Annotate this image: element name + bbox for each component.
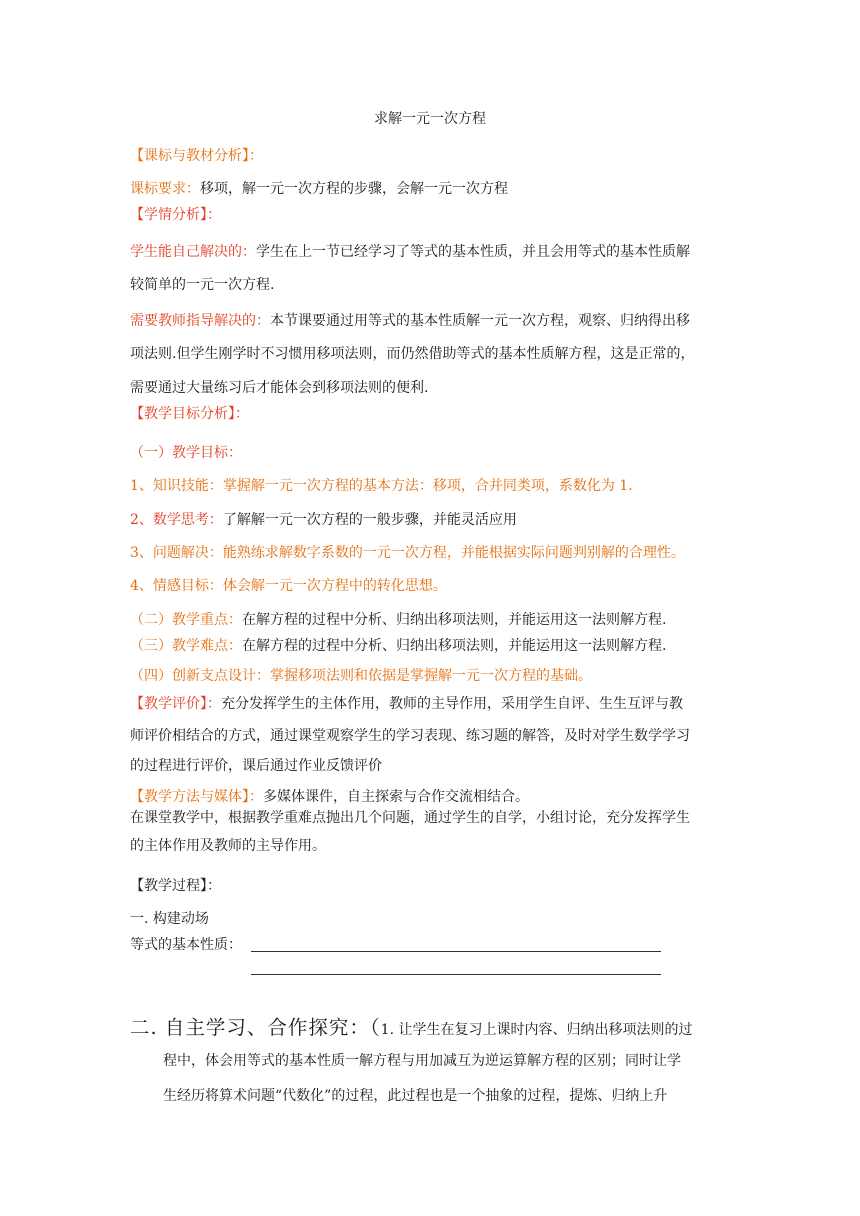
key-point-text: 在解方程的过程中分析、归纳出移项法则，并能运用这一法则解方程. bbox=[242, 612, 667, 628]
key-point-label: （二）教学重点： bbox=[130, 612, 242, 628]
step-two-line-1 bbox=[130, 1015, 692, 1043]
method-label: 【教学方法与媒体】： bbox=[130, 789, 263, 805]
self-solvable-line-1 bbox=[130, 242, 690, 262]
evaluation-label: 【教学评价】： bbox=[130, 696, 221, 712]
fill-in-line-2 bbox=[251, 974, 661, 975]
innovation-design: （四）创新支点设计：掌握移项法则和依据是掌握解一元一次方程的基础。 bbox=[130, 668, 592, 684]
self-solvable-label: 学生能自己解决的： bbox=[130, 244, 256, 260]
evaluation-line-1 bbox=[130, 694, 683, 714]
step-one-heading: 一. 构建动场 bbox=[130, 911, 209, 927]
heading-teaching-process: 【教学过程】： bbox=[130, 878, 221, 894]
evaluation-text: 充分发挥学生的主体作用，教师的主导作用，采用学生自评、生生互评与教 bbox=[221, 696, 683, 712]
step-two-line-3: 生经历将算术问题“代数化”的过程，此过程也是一个抽象的过程，提炼、归纳上升 bbox=[163, 1088, 668, 1104]
goal-thinking-label: 2、数学思考： bbox=[130, 512, 223, 528]
step-two-heading: 二. 自主学习、合作探究：（ bbox=[130, 1016, 381, 1039]
goal-knowledge: 1、知识技能：掌握解一元一次方程的基本方法：移项，合并同类项，系数化为 1. bbox=[130, 478, 633, 494]
heading-learner-analysis: 【学情分析】： bbox=[130, 207, 221, 223]
step-two-text: 1. 让学生在复习上课时内容、归纳出移项法则的过 bbox=[380, 1022, 693, 1038]
key-point bbox=[130, 610, 666, 630]
self-solvable-line-2: 较简单的一元一次方程. bbox=[130, 277, 275, 293]
teacher-guided-line-3: 需要通过大量练习后才能体会到移项法则的便利. bbox=[130, 380, 429, 396]
evaluation-line-2: 师评价相结合的方式，通过课堂观察学生的学习表现、练习题的解答，及时对学生数学学习 bbox=[130, 728, 690, 744]
evaluation-line-3: 的过程进行评价，课后通过作业反馈评价 bbox=[130, 758, 382, 774]
self-solvable-text: 学生在上一节已经学习了等式的基本性质，并且会用等式的基本性质解 bbox=[256, 244, 690, 260]
method-text: 多媒体课件，自主探索与合作交流相结合。 bbox=[263, 789, 529, 805]
teacher-guided-text: 本节课要通过用等式的基本性质解一元一次方程，观察、归纳得出移 bbox=[270, 313, 690, 329]
difficult-point bbox=[130, 636, 666, 656]
heading-teaching-goals: 【教学目标分析】： bbox=[130, 406, 249, 422]
goal-problem-solving: 3、问题解决：能熟练求解数字系数的一元一次方程，并能根据实际问题判别解的合理性。 bbox=[130, 545, 685, 561]
document-title: 求解一元一次方程 bbox=[374, 111, 486, 127]
fill-in-line-1 bbox=[251, 951, 661, 952]
teacher-guided-line-2: 项法则.但学生刚学时不习惯用移项法则，而仍然借助等式的基本性质解方程，这是正常的， bbox=[130, 346, 695, 362]
requirement-text: 移项，解一元一次方程的步骤，会解一元一次方程 bbox=[200, 181, 508, 197]
curriculum-requirement bbox=[130, 179, 508, 199]
difficult-point-text: 在解方程的过程中分析、归纳出移项法则，并能运用这一法则解方程. bbox=[242, 638, 667, 654]
method-line-3: 的主体作用及教师的主导作用。 bbox=[130, 838, 326, 854]
goals-subtitle: （一）教学目标： bbox=[130, 445, 242, 461]
goal-thinking bbox=[130, 510, 517, 530]
requirement-label: 课标要求： bbox=[130, 181, 200, 197]
property-label: 等式的基本性质： bbox=[130, 937, 242, 953]
step-two-line-2: 程中，体会用等式的基本性质一解方程与用加减互为逆运算解方程的区别；同时让学 bbox=[163, 1053, 681, 1069]
method-line-2: 在课堂教学中，根据教学重难点抛出几个问题，通过学生的自学，小组讨论，充分发挥学生 bbox=[130, 810, 690, 826]
heading-curriculum-analysis: 【课标与教材分析】： bbox=[130, 148, 263, 164]
goal-emotion: 4、情感目标：体会解一元一次方程中的转化思想。 bbox=[130, 578, 447, 594]
difficult-point-label: （三）教学难点： bbox=[130, 638, 242, 654]
teacher-guided-label: 需要教师指导解决的： bbox=[130, 313, 270, 329]
method-line-1 bbox=[130, 787, 529, 807]
teacher-guided-line-1 bbox=[130, 311, 690, 331]
goal-thinking-text: 了解解一元一次方程的一般步骤，并能灵活应用 bbox=[222, 512, 517, 528]
